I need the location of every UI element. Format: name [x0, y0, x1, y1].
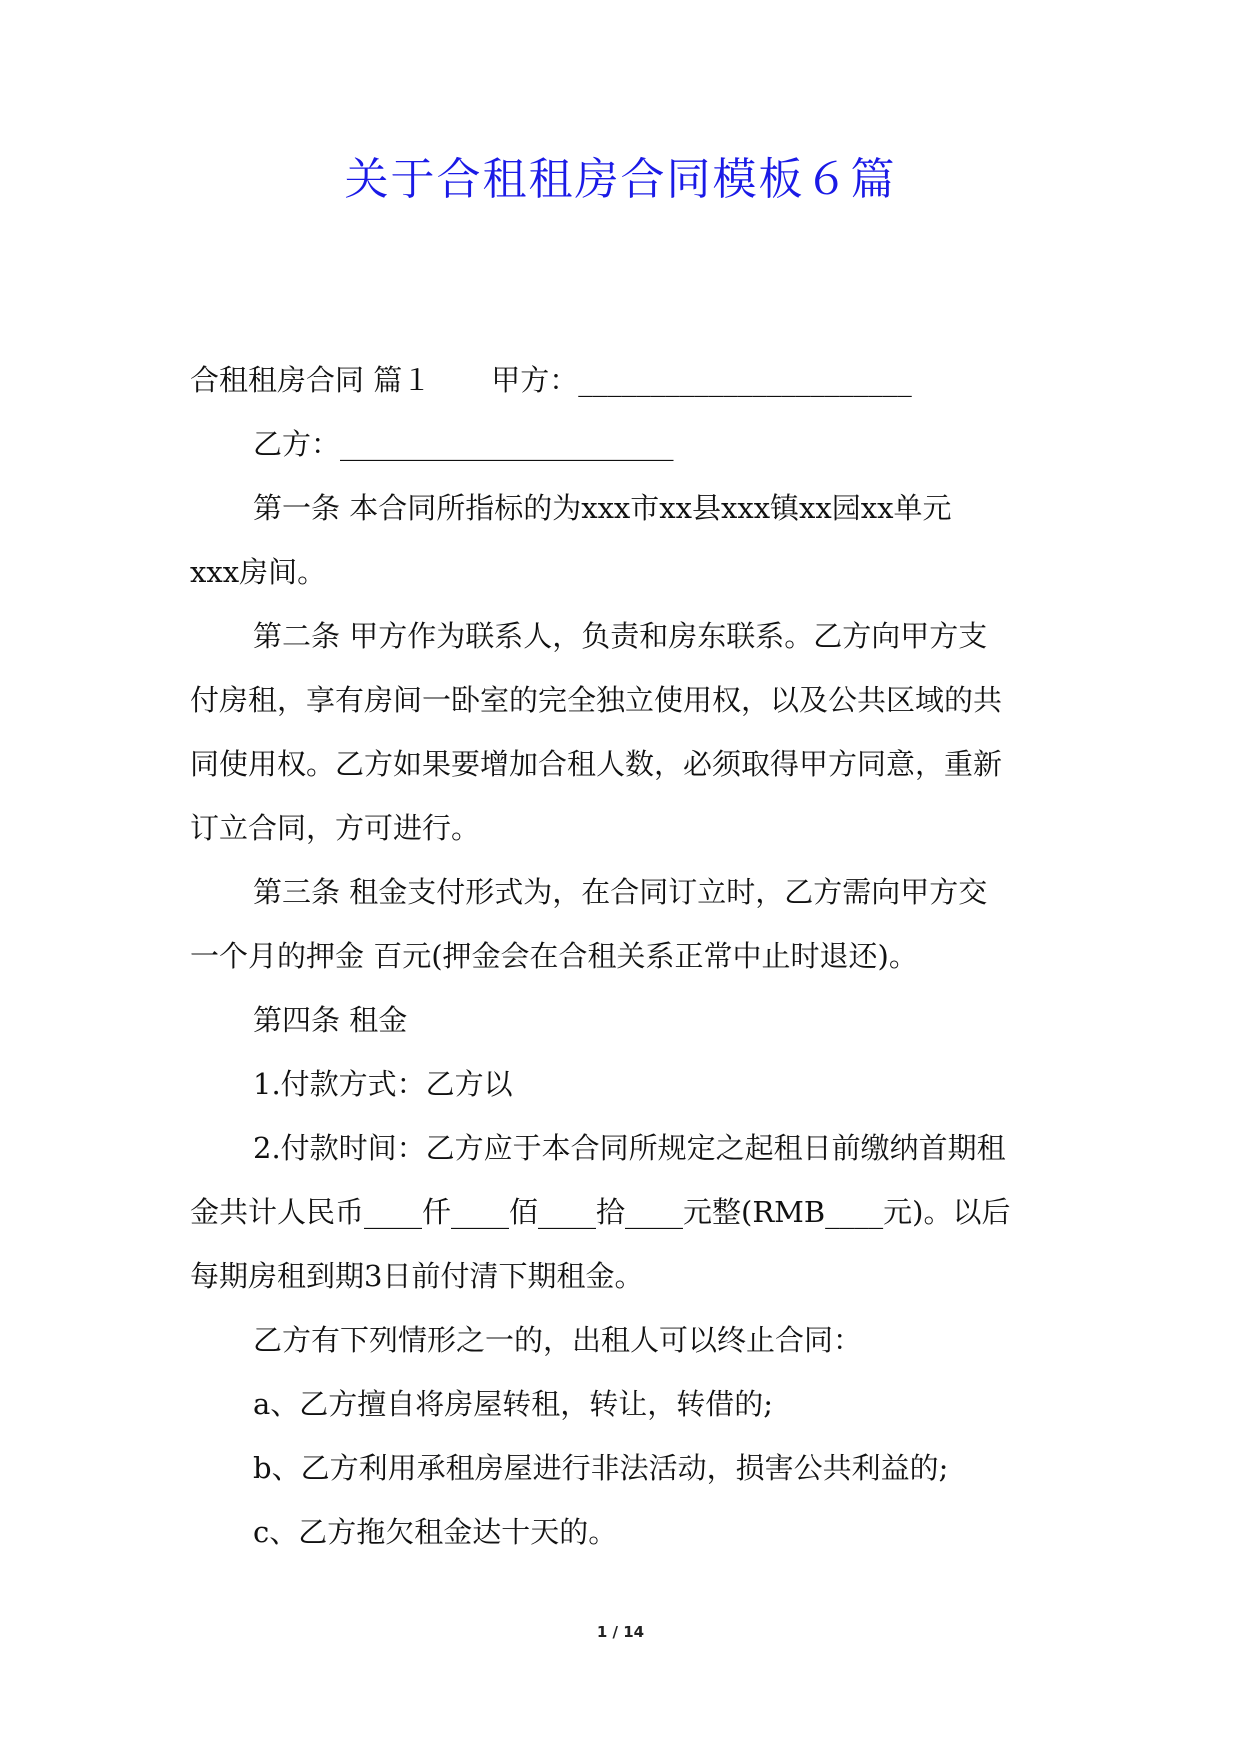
text-line: 每期房租到期3日前付清下期租金。 [190, 1259, 644, 1293]
text-line: 第二条 甲方作为联系人，负责和房东联系。乙方向甲方支 [253, 619, 988, 653]
text-line: 一个月的押金 百元(押金会在合租关系正常中止时退还)。 [190, 939, 918, 973]
text-line: 同使用权。乙方如果要增加合租人数，必须取得甲方同意，重新 [190, 747, 1003, 781]
document-body [190, 348, 1060, 1564]
text-line: 乙方有下列情形之一的，出租人可以终止合同： [253, 1323, 863, 1357]
text-line [190, 348, 1060, 412]
party-b-field: 乙方：_______________________ [253, 427, 674, 461]
text-line: 订立合同，方可进行。 [190, 811, 481, 845]
party-a-field: 甲方：_______________________ [491, 363, 912, 397]
text-line: b、乙方利用承租房屋进行非法活动，损害公共利益的; [253, 1451, 949, 1485]
text-line: 第四条 租金 [253, 1003, 408, 1037]
text-line: 第三条 租金支付形式为，在合同订立时，乙方需向甲方交 [253, 875, 988, 909]
text-line: c、乙方拖欠租金达十天的。 [253, 1515, 618, 1549]
document-title: 关于合租租房合同模板６篇 [344, 154, 897, 205]
text-line: 金共计人民币____仟____佰____拾____元整(RMB____元)。以后 [190, 1195, 1011, 1229]
text-line: xxx房间。 [190, 555, 327, 589]
section-heading: 合租租房合同 篇１ [190, 363, 432, 397]
text-line: 第一条 本合同所指标的为xxx市xx县xxx镇xx园xx单元 [253, 491, 952, 525]
page-number: 1 / 14 [596, 1623, 645, 1641]
text-line: 2.付款时间：乙方应于本合同所规定之起租日前缴纳首期租 [253, 1131, 1006, 1165]
text-line: a、乙方擅自将房屋转租，转让，转借的; [253, 1387, 774, 1421]
text-line: 1.付款方式：乙方以 [253, 1067, 513, 1101]
text-line: 付房租，享有房间一卧室的完全独立使用权，以及公共区域的共 [190, 683, 1003, 717]
